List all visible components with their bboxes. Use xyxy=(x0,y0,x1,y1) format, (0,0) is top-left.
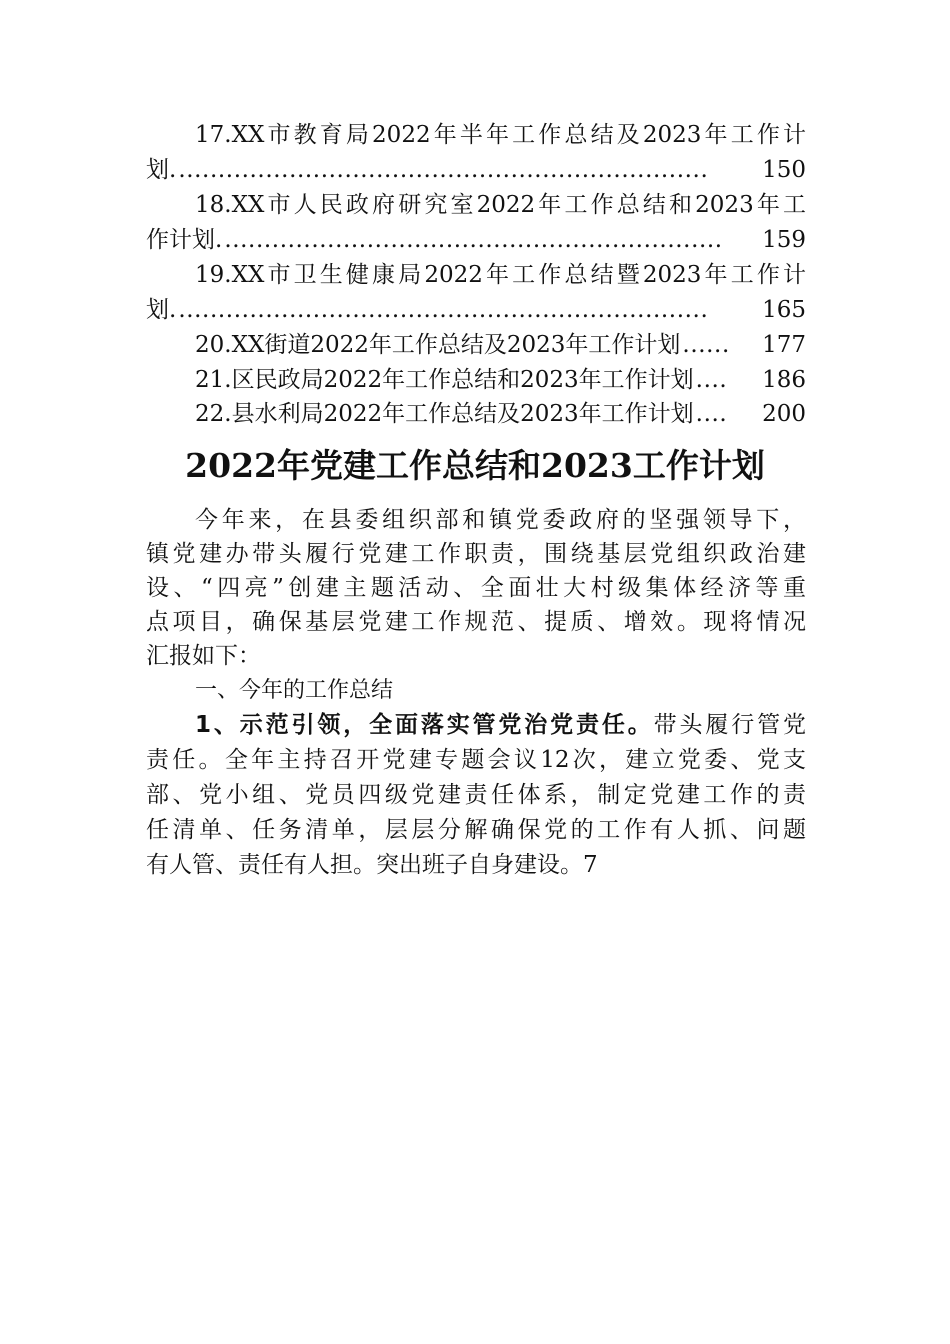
toc-page-number: 186 xyxy=(762,367,806,393)
toc-leader-dots: ...... xyxy=(682,332,730,358)
toc-entry-text: 作计划. xyxy=(146,227,223,253)
intro-line-3: 设、“四亮”创建主题活动、全面壮大村级集体经济等重 xyxy=(146,575,806,601)
item1-line-4: 任清单、任务清单，层层分解确保党的工作有人抓、问题 xyxy=(146,817,806,843)
toc-page-number: 150 xyxy=(762,157,806,183)
toc-entry-18-line1: 18.XX市人民政府研究室2022年工作总结和2023年工 xyxy=(195,192,806,218)
toc-entry-17-line1: 17.XX市教育局2022年半年工作总结及2023年工作计 xyxy=(195,122,806,148)
toc-leader-dots: ................................................................... xyxy=(178,157,709,183)
toc-leader-dots: .... xyxy=(695,367,728,393)
toc-page-number: 177 xyxy=(762,332,806,358)
toc-entry-text: 划. xyxy=(146,297,177,323)
toc-entry-20 xyxy=(195,328,806,362)
item1-line-3: 部、党小组、党员四级党建责任体系，制定党建工作的责 xyxy=(146,782,806,808)
toc-entry-17-line2 xyxy=(146,153,806,187)
toc-leader-dots: .... xyxy=(695,401,728,427)
toc-page-number: 159 xyxy=(762,227,806,253)
item1-line-5: 有人管、责任有人担。突出班子自身建设。7 xyxy=(146,852,598,878)
toc-entry-text: 20.XX街道2022年工作总结及2023年工作计划 xyxy=(195,332,681,358)
toc-leader-dots: ................................................................... xyxy=(178,297,709,323)
toc-entry-19-line2 xyxy=(146,293,806,327)
item1-line-1 xyxy=(195,708,806,742)
toc-page-number: 165 xyxy=(762,297,806,323)
section-heading: 一、今年的工作总结 xyxy=(195,678,394,703)
toc-entry-19-line1: 19.XX市卫生健康局2022年工作总结暨2023年工作计 xyxy=(195,262,806,288)
intro-line-4: 点项目，确保基层党建工作规范、提质、增效。现将情况 xyxy=(146,609,806,635)
toc-entry-22 xyxy=(195,397,806,431)
toc-entry-21 xyxy=(195,363,806,397)
toc-entry-text: 21.区民政局2022年工作总结和2023年工作计划 xyxy=(195,367,694,393)
item1-bold-heading: 1、示范引领，全面落实管党治党责任。 xyxy=(195,712,654,738)
toc-leader-dots: ............................................................... xyxy=(224,227,723,253)
intro-line-5: 汇报如下： xyxy=(146,643,261,669)
item1-line-2: 责任。全年主持召开党建专题会议12次，建立党委、党支 xyxy=(146,747,806,773)
document-title: 2022年党建工作总结和2023工作计划 xyxy=(185,446,765,485)
toc-entry-18-line2 xyxy=(146,223,806,257)
item1-first-rest: 带头履行管党 xyxy=(653,712,807,738)
toc-entry-text: 划. xyxy=(146,157,177,183)
toc-entry-text: 22.县水利局2022年工作总结及2023年工作计划 xyxy=(195,401,694,427)
intro-line-1: 今年来，在县委组织部和镇党委政府的坚强领导下， xyxy=(195,507,806,533)
intro-line-2: 镇党建办带头履行党建工作职责，围绕基层党组织政治建 xyxy=(146,541,806,567)
toc-page-number: 200 xyxy=(762,401,806,427)
